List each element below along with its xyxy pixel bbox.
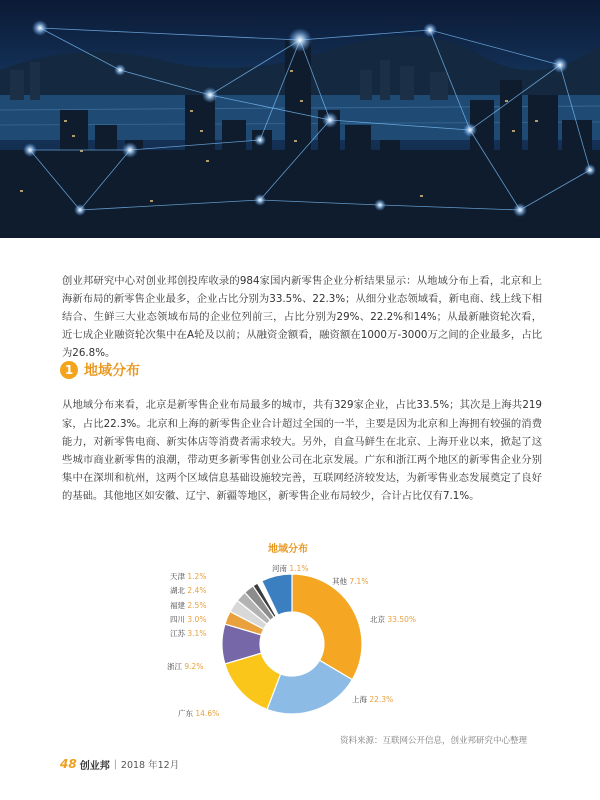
slice-label-3: [167, 661, 203, 671]
slice-category-3: 浙江: [167, 662, 185, 671]
slice-label-6: [170, 600, 206, 610]
slice-label-10: [332, 576, 368, 586]
region-donut-chart: [120, 538, 540, 738]
slice-category-4: 江苏: [170, 629, 188, 638]
section-heading: [60, 360, 140, 380]
section-number-badge: 1: [60, 361, 78, 379]
slice-value-10: 7.1%: [349, 577, 369, 586]
slice-category-8: 天津: [170, 572, 188, 581]
intro-paragraph: 创业邦研究中心对创业邦创投库收录的984家国内新零售企业分析结果显示：从地域分布上看，北京和上海新布局的新零售企业最多，企业占比分别为33.5%、22.3%；从细分业态领域看，新电商、线上线下相结合、生鲜三大业态领域布局的企业位列前三，占比分别为29%、22.2%和14%；从最新融资轮次看，近七成企业融资轮次集中在A轮及以前；从融资金额看，融资额在1000万-3000万之间的企业最多，占比为26.8%。: [62, 275, 542, 360]
slice-category-10: 其他: [332, 577, 350, 586]
slice-value-5: 3.0%: [187, 615, 207, 624]
chart-title: 地域分布: [268, 544, 308, 555]
page-number: 48: [60, 757, 77, 771]
slice-category-1: 上海: [352, 695, 370, 704]
footer-separator: |: [113, 758, 117, 770]
slice-value-2: 14.6%: [195, 709, 220, 718]
slice-category-0: 北京: [370, 615, 388, 624]
slice-label-2: [178, 708, 219, 718]
section-title: 地域分布: [84, 363, 140, 379]
slice-category-5: 四川: [170, 615, 188, 624]
source-note: 资料来源：互联网公开信息，创业邦研究中心整理: [340, 736, 528, 746]
brand-name: 创业邦: [79, 760, 110, 772]
slice-label-8: [170, 571, 206, 581]
slice-value-9: 1.1%: [289, 564, 309, 573]
slice-category-2: 广东: [178, 709, 196, 718]
donut-slice-0: [292, 574, 362, 680]
slice-label-4: [170, 628, 206, 638]
slice-value-4: 3.1%: [187, 629, 207, 638]
page-footer: [60, 756, 179, 772]
slice-value-7: 2.4%: [187, 586, 207, 595]
slice-label-5: [170, 614, 206, 624]
slice-value-8: 1.2%: [187, 572, 207, 581]
hero-city-image: [0, 0, 600, 238]
night-skyline-illustration: [0, 0, 600, 238]
donut-chart-svg: [120, 538, 540, 738]
slice-label-0: [370, 614, 416, 624]
slice-category-7: 湖北: [170, 586, 188, 595]
slice-value-6: 2.5%: [187, 601, 207, 610]
slice-label-7: [170, 585, 206, 595]
slice-label-9: [272, 563, 308, 573]
slice-value-3: 9.2%: [184, 662, 204, 671]
slice-label-1: [352, 694, 393, 704]
issue-date: 2018 年12月: [120, 760, 180, 771]
slice-category-9: 河南: [272, 564, 290, 573]
slice-value-1: 22.3%: [369, 695, 394, 704]
slice-category-6: 福建: [170, 601, 188, 610]
slice-value-0: 33.50%: [387, 615, 416, 624]
section-body-paragraph: 从地域分布来看，北京是新零售企业布局最多的城市，共有329家企业，占比33.5%；其次是上海共219家，占比22.3%。北京和上海的新零售企业合计超过全国的一半，主要是因为北京和上海拥有较强的消费能力，对新零售电商、新实体店等消费者需求较大。另外，自盒马鲜生在北京、上海开业以来，掀起了这些城市商业新零售的浪潮，带动更多新零售创业公司在北京发展。广东和浙江两个地区的新零售企业分别集中在深圳和杭州，这两个区域信息基础设施较完善，互联网经济较发达，为新零售业态发展奠定了良好的基础。其他地区如安徽、辽宁、新疆等地区，新零售企业布局较少，合计占比仅有7.1%。: [62, 399, 542, 503]
